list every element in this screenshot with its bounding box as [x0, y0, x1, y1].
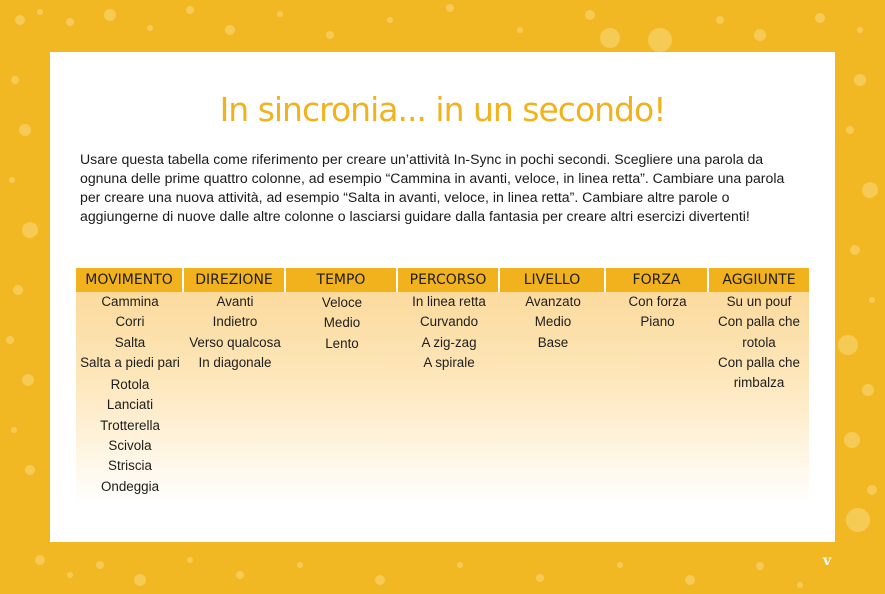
column-forza [606, 292, 709, 497]
table-cell: A spirale [423, 354, 475, 370]
table-cell: Su un pouf [726, 294, 792, 309]
column-movimento [76, 292, 184, 497]
table-cell: Lento [325, 335, 359, 351]
table-cell: A zig-zag [421, 334, 477, 350]
header-aggiunte: AGGIUNTE [722, 272, 796, 288]
header-direzione: DIREZIONE [184, 268, 286, 292]
table-cell: Rotola [110, 377, 150, 393]
intro-paragraph: Usare questa tabella come riferimento per creare un’attività In-Sync in pochi secondi. Scegliere una parola da ognuna delle prime quattro colonne, ad esempio “Cammina in avanti, veloce, in linea retta”. Cambiare una parola per creare una nuova attività, ad esempio “Salta in avanti, veloce, in linea retta”. Cambiare altre parole o aggiungerne di nuove dalle altre colonne o lasciarsi guidare dalla fantasia per creare altri esercizi divertenti! [80, 151, 785, 224]
table-cell: In diagonale [198, 354, 272, 370]
activity-table [76, 268, 809, 506]
table-cell: Con palla che rimbalza [718, 354, 800, 391]
table-cell: Avanzato [525, 294, 581, 309]
table-cell: Indietro [212, 314, 258, 330]
page-title: In sincronia... in un secondo! [219, 90, 666, 129]
table-cell: Cammina [101, 294, 159, 309]
column-percorso [398, 292, 500, 497]
table-cell: Con palla che rotola [718, 314, 800, 350]
header-percorso: PERCORSO [398, 268, 500, 292]
table-cell: Lanciati [106, 397, 154, 413]
column-aggiunte [709, 292, 809, 497]
table-cell: Scivola [108, 438, 152, 454]
table-cell: Verso qualcosa [189, 334, 281, 350]
table-cell: Base [537, 334, 569, 350]
page-number: v [823, 553, 832, 569]
table-cell: Trotterella [100, 417, 160, 433]
table-cell: Curvando [419, 314, 479, 330]
table-cell: Corri [115, 314, 145, 330]
table-cell: Medio [534, 314, 572, 330]
table-cell: Salta a piedi pari [80, 354, 180, 370]
table-cell: Medio [323, 315, 361, 331]
header-tempo: TEMPO [286, 268, 398, 292]
header-movimento: MOVIMENTO [76, 268, 184, 292]
column-livello [500, 292, 606, 497]
table-cell: Con forza [628, 294, 687, 309]
table-cell: Veloce [321, 295, 363, 310]
table-cell: Avanti [216, 294, 254, 309]
table-cell: In linea retta [412, 294, 486, 309]
header-livello: LIVELLO [500, 268, 606, 292]
table-cell: Piano [640, 314, 675, 330]
table-body [76, 292, 809, 497]
table-cell: Striscia [108, 458, 152, 474]
column-tempo [286, 292, 398, 497]
table-header [76, 268, 809, 292]
column-direzione [184, 292, 286, 497]
table-cell: Salta [114, 334, 146, 350]
header-forza: FORZA [606, 268, 709, 292]
content-card [50, 52, 835, 542]
table-cell: Ondeggia [100, 478, 160, 494]
